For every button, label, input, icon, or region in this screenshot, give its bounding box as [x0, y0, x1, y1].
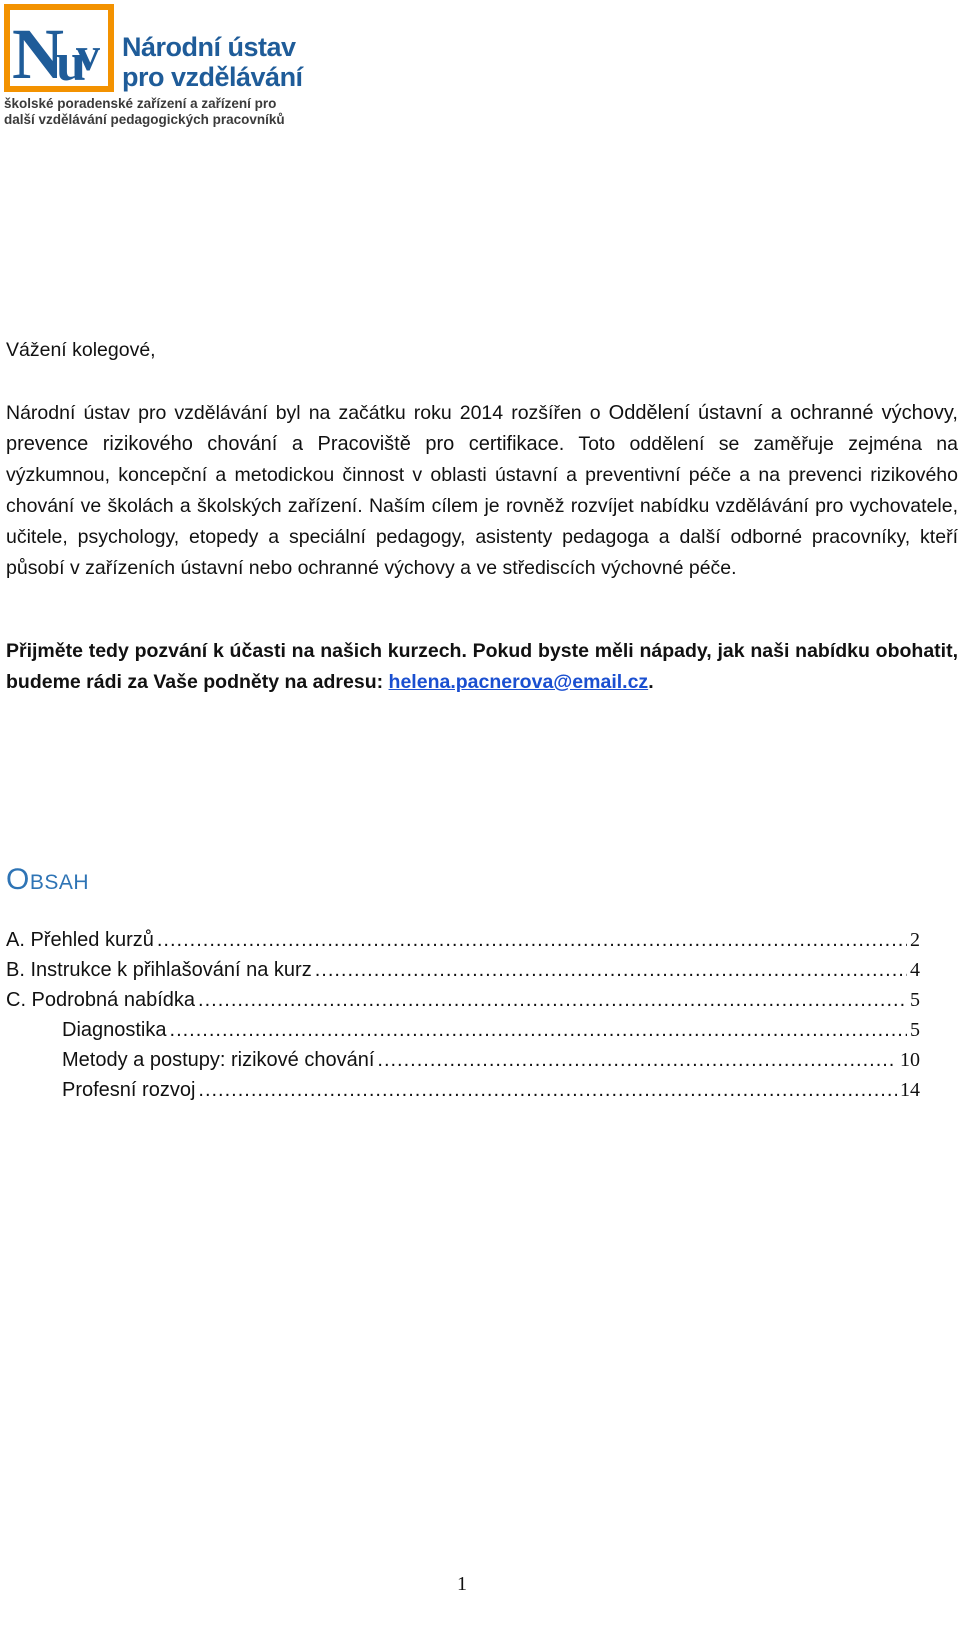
- table-of-contents: [6, 925, 920, 1105]
- nuv-logo-mark: [4, 4, 114, 92]
- toc-item-label: Profesní rozvoj: [62, 1079, 196, 1101]
- invitation-end: .: [648, 671, 654, 693]
- toc-item-page: 14: [900, 1079, 920, 1101]
- intro-text-1: Národní ústav pro vzdělávání byl na začátku roku 2014 rozšířen o: [6, 402, 609, 424]
- invitation-paragraph: [6, 636, 958, 698]
- greeting: Vážení kolegové,: [6, 339, 156, 361]
- page-number: 1: [457, 1573, 467, 1595]
- toc-item[interactable]: [6, 985, 920, 1015]
- toc-leader: [198, 985, 907, 1015]
- intro-paragraph: [6, 398, 958, 584]
- toc-subitem[interactable]: [6, 1015, 920, 1045]
- toc-item-label: A. Přehled kurzů: [6, 929, 154, 951]
- toc-subitem[interactable]: [6, 1075, 920, 1105]
- logo-subtitle-line2: další vzdělávání pedagogických pracovníků: [4, 112, 285, 127]
- svg-text:v: v: [76, 28, 100, 81]
- logo-title-line1: Národní ústav: [122, 32, 296, 62]
- toc-leader: [157, 925, 907, 955]
- toc-item[interactable]: [6, 925, 920, 955]
- toc-item-page: 5: [910, 1019, 920, 1041]
- logo-subtitle-line1: školské poradenské zařízení a zařízení pro: [4, 96, 277, 111]
- toc-item[interactable]: [6, 955, 920, 985]
- toc-subitem[interactable]: [6, 1045, 920, 1075]
- toc-leader: [170, 1015, 907, 1045]
- toc-item-label: C. Podrobná nabídka: [6, 989, 196, 1011]
- svg-text:N: N: [12, 14, 58, 92]
- toc-leader: [198, 1075, 897, 1105]
- toc-item-page: 5: [910, 989, 920, 1011]
- svg-text:u: u: [56, 32, 83, 92]
- toc-leader: [315, 955, 907, 985]
- email-link[interactable]: helena.pacnerova@email.cz: [388, 671, 649, 693]
- intro-text-3: Toto oddělení se zaměřuje zejména na výzkumnou, koncepční a metodickou činnost v oblasti ústavní a preventivní péče a na prevenci rizikového chování ve školách a školských zařízení. Naším cílem je rovněž rozvíjet nabídku vzdělávání pro vychovatele, učitele, psychology, etopedy a speciální pedagogy, asistenty pedagoga a další odborné pracovníky, kteří působí v zařízeních ústavní nebo ochranné výchovy a ve střediscích výchovné péče.: [6, 433, 958, 579]
- toc-heading: Obsah: [6, 863, 90, 896]
- logo-title-line2: pro vzdělávání: [122, 62, 303, 92]
- invitation-text: Přijměte tedy pozvání k účasti na našich kurzech. Pokud byste měli nápady, jak naši nabídku obohatit, budeme rádi za Vaše podněty na adresu:: [6, 640, 958, 693]
- toc-item-page: 4: [910, 959, 920, 981]
- nuv-logo: [4, 4, 304, 126]
- toc-item-label: B. Instrukce k přihlašování na kurz: [6, 959, 312, 981]
- toc-item-page: 10: [900, 1049, 920, 1071]
- toc-leader: [377, 1045, 897, 1075]
- intro-text-2: Oddělení ústavní a ochranné výchovy, prevence rizikového chování a Pracoviště pro certifikace.: [6, 402, 958, 455]
- toc-item-label: Metody a postupy: rizikové chování: [62, 1049, 375, 1071]
- toc-item-label: Diagnostika: [62, 1019, 167, 1041]
- toc-item-page: 2: [910, 929, 920, 951]
